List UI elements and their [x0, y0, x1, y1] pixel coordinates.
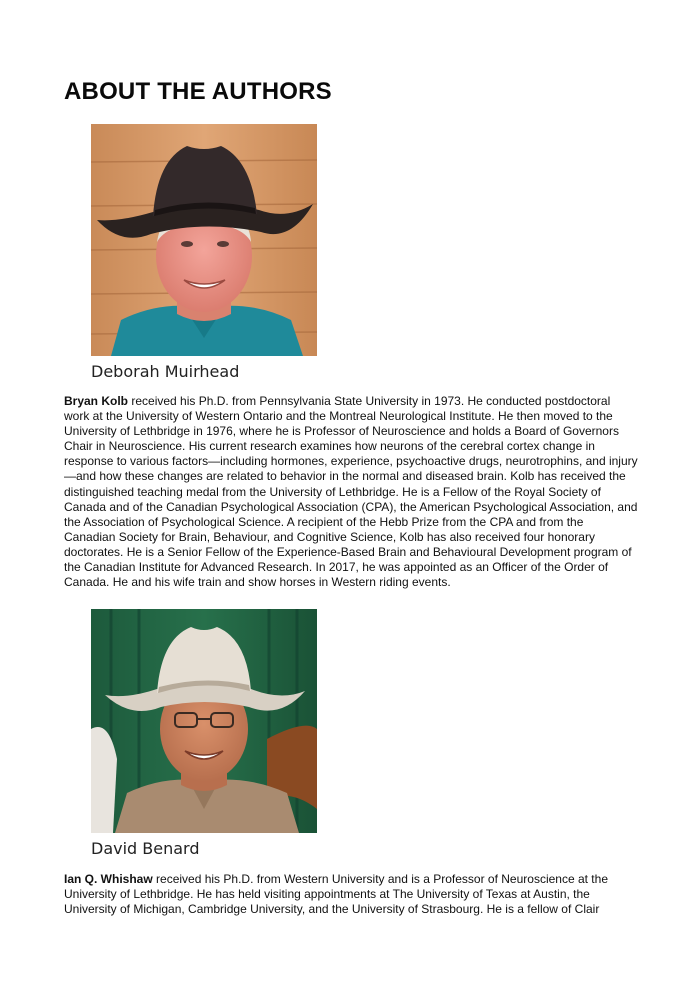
author-bio-text: received his Ph.D. from Pennsylvania State University in 1973. He conducted postdoctoral work at the University of Western Ontario and the Montreal Neurological Institute. He then moved to the University of Lethbridge in 1976, where he is Professor of Neuroscience and holds a Board of Governors Chair in Neuroscience. His current research examines how neurons of the cerebral cortex change in response to various factors—including hormones, experience, psychoactive drugs, neurotrophins, and injury—and how these changes are related to behavior in the normal and diseased brain. Kolb has received the distinguished teaching medal from the University of Lethbridge. He is a Fellow of the Royal Society of Canada and of the Canadian Psychological Association (CPA), the American Psychological Association, and the Association of Psychological Science. A recipient of the Hebb Prize from the CPA and from the Canadian Society for Brain, Behaviour, and Cognitive Science, Kolb has also received four honorary doctorates. He is a Senior Fellow of the Experience-Based Brain and Behavioural Development program of the Canadian Institute for Advanced Research. In 2017, he was appointed as an Officer of the Order of Canada. He and his wife train and show horses in Western riding events. — [64, 394, 638, 590]
photo-credit: Deborah Muirhead — [91, 362, 240, 381]
author-photo-ian-whishaw — [91, 609, 317, 833]
page-title: ABOUT THE AUTHORS — [64, 78, 332, 105]
author-name: Ian Q. Whishaw — [64, 872, 153, 886]
author-bio-bryan-kolb — [64, 394, 638, 590]
author-name: Bryan Kolb — [64, 394, 129, 408]
author-bio-text: received his Ph.D. from Western University and is a Professor of Neuroscience at the University of Lethbridge. He has held visiting appointments at The University of Texas at Austin, the University of Michigan, Cambridge University, and the University of Strasbourg. He is a fellow of Clair — [64, 872, 608, 917]
author-photo-bryan-kolb — [91, 124, 317, 356]
photo-credit: David Benard — [91, 839, 200, 858]
author-bio-ian-whishaw — [64, 872, 638, 917]
